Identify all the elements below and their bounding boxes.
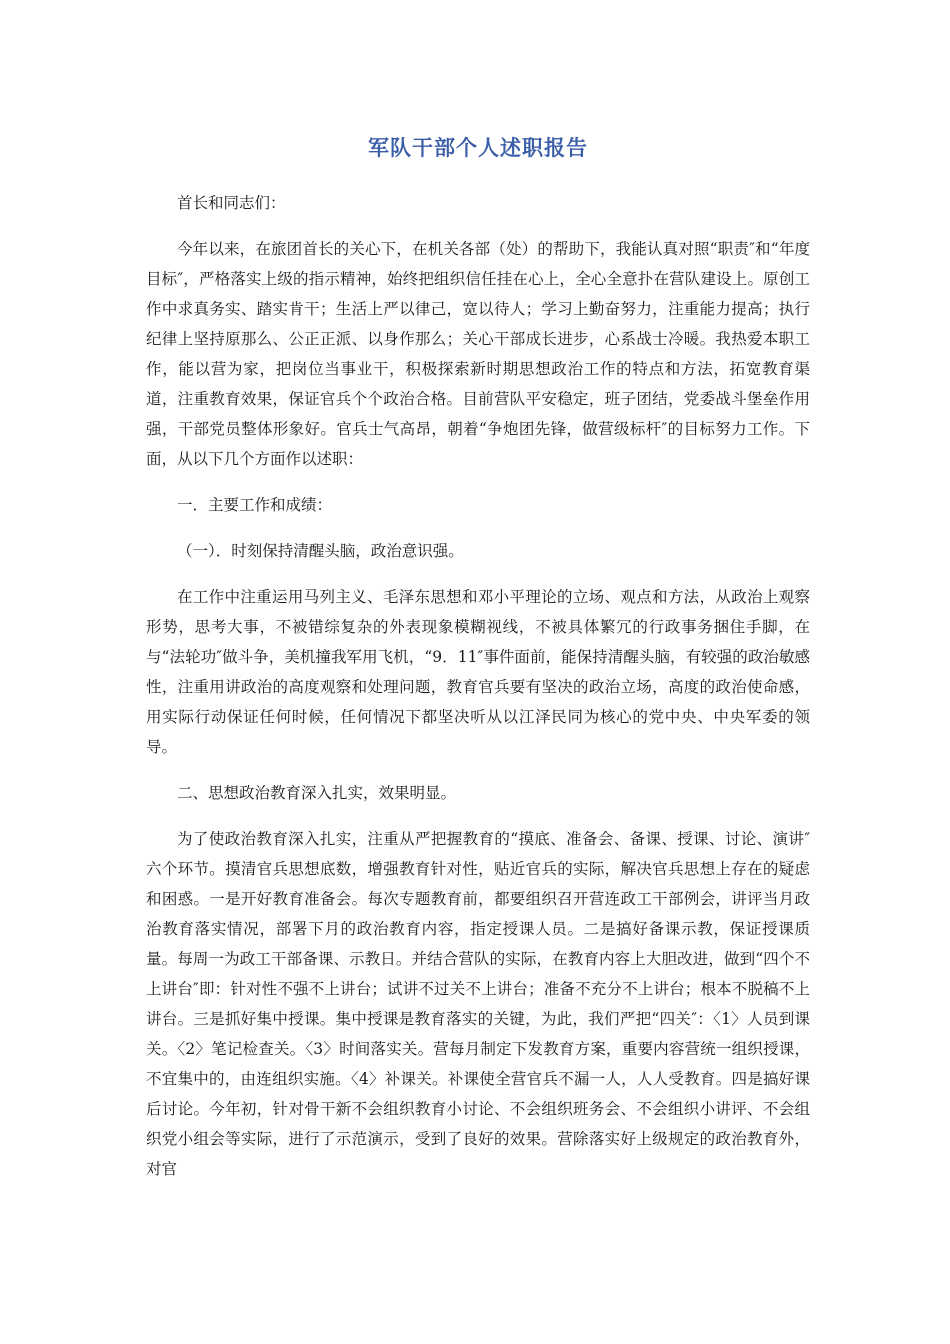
section-2-heading: 二、思想政治教育深入扎实，效果明显。 <box>177 784 457 802</box>
document-page <box>146 132 810 1200</box>
salutation: 首长和同志们： <box>177 194 286 212</box>
section-2-paragraph: 为了使政治教育深入扎实，注重从严把握教育的“摸底、准备会、备课、授课、讨论、演讲″六个环节。摸清官兵思想底数，增强教育针对性，贴近官兵的实际，解决官兵思想上存在的疑虑和困惑。一是开好教育准备会。每次专题教育前，都要组织召开营连政工干部例会，讲评当月政治教育落实情况，部署下月的政治教育内容，指定授课人员。二是搞好备课示教，保证授课质量。每周一为政工干部备课、示教日。并结合营队的实际，在教育内容上大胆改进，做到“四个不上讲台″即：针对性不强不上讲台；试讲不过关不上讲台；准备不充分不上讲台；根本不脱稿不上讲台。三是抓好集中授课。集中授课是教育落实的关键，为此，我们严把“四关″：〈1〉人员到课关。〈2〉笔记检查关。〈3〉时间落实关。营每月制定下发教育方案，重要内容营统一组织授课，不宜集中的，由连组织实施。〈4〉补课关。补课使全营官兵不漏一人，人人受教育。四是搞好课后讨论。今年初，针对骨干新不会组织教育小讨论、不会组织班务会、不会组织小讲评、不会组织党小组会等实际，进行了示范演示，受到了良好的效果。营除落实好上级规定的政治教育外，对官 <box>146 830 810 1178</box>
subsection-1-heading: （一）．时刻保持清醒头脑，政治意识强。 <box>177 542 464 560</box>
intro-paragraph: 今年以来，在旅团首长的关心下，在机关各部（处）的帮助下，我能认真对照“职责″和“年度目标″，严格落实上级的指示精神，始终把组织信任挂在心上，全心全意扑在营队建设上。原创工作中求真务实、踏实肯干；生活上严以律己，宽以待人；学习上勤奋努力，注重能力提高；执行纪律上坚持原那么、公正正派、以身作那么；关心干部成长进步，心系战士冷暖。我热爱本职工作，能以营为家，把岗位当事业干，积极探索新时期思想政治工作的特点和方法，拓宽教育渠道，注重教育效果，保证官兵个个政治合格。目前营队平安稳定，班子团结，党委战斗堡垒作用强，干部党员整体形象好。官兵士气高昂，朝着“争炮团先锋，做营级标杆″的目标努力工作。下面，从以下几个方面作以述职： <box>146 240 810 468</box>
section-1-heading: 一．主要工作和成绩： <box>177 496 333 514</box>
document-title: 军队干部个人述职报告 <box>368 136 588 160</box>
subsection-1-paragraph: 在工作中注重运用马列主义、毛泽东思想和邓小平理论的立场、观点和方法，从政治上观察形势，思考大事，不被错综复杂的外表现象模糊视线，不被具体繁冗的行政事务捆住手脚，在与“法轮功″做斗争，美机撞我军用飞机，“9．11″事件面前，能保持清醒头脑，有较强的政治敏感性，注重用讲政治的高度观察和处理问题，教育官兵要有坚决的政治立场，高度的政治使命感，用实际行动保证任何时候，任何情况下都坚决听从以江泽民同为核心的党中央、中央军委的领导。 <box>146 588 810 756</box>
